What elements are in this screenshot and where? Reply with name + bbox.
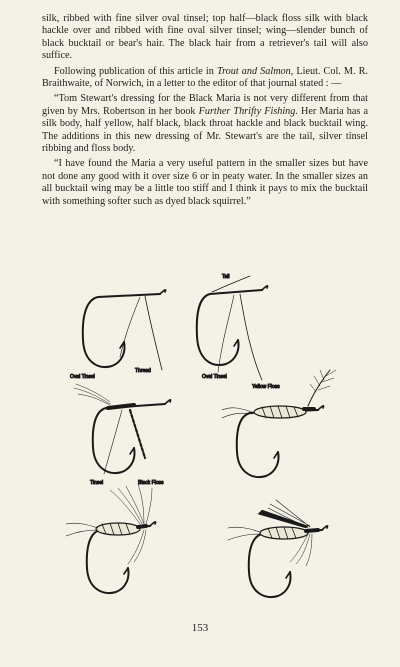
step-1-hook-drawing xyxy=(83,290,166,370)
fly-tying-illustration xyxy=(40,262,370,612)
label-tail: Tail xyxy=(222,274,230,280)
label-black-floss: Black Floss xyxy=(138,480,164,486)
label-yellow-floss: Yellow Floss xyxy=(252,384,280,390)
paragraph-3 xyxy=(42,93,368,155)
label-oval-tinsel-2: Oval Tinsel xyxy=(202,374,227,380)
label-oval-tinsel-1: Oval Tinsel xyxy=(70,374,95,380)
paragraph-4 xyxy=(42,158,368,208)
step-6-finished-fly-drawing xyxy=(228,500,328,597)
text-run: Following publication of this article in xyxy=(54,65,217,77)
text-run: “Tom Stewart's dressing for the Black Maria is not very different from that given by Mrs. Robertson in her book xyxy=(42,93,368,117)
italic-title: Trout and Salmon, xyxy=(216,65,294,77)
paragraph-2 xyxy=(42,66,368,91)
step-3-hook-drawing xyxy=(74,384,171,474)
text-run: Lieut. Col. M. R. Braithwaite, of Norwich, in a letter to the editor of that journal stated : — xyxy=(42,65,368,90)
paragraph-1 xyxy=(42,13,368,63)
body-text xyxy=(42,13,368,211)
fly-tying-steps-drawing xyxy=(40,262,370,612)
text-run: Her Maria has a silk body, half yellow, half black, black throat hackle and black bucktail wing. The additions in this new dressing of Mr. Stewart's are the tail, silver tinsel ribbing and floss body. xyxy=(42,105,368,155)
text-run: silk, ribbed with fine silver oval tinsel; top half—black floss silk with black hackle over and ribbed with fine oval silver tinsel; wing—slender bunch of black bucktail or bear's hair. The black hair from a retriever's tail will also suffice. xyxy=(42,13,368,62)
page-number: 153 xyxy=(191,622,209,634)
text-run: “I have found the Maria a very useful pattern in the smaller sizes but have not done any good with it over size 6 or in peaty water. In the smaller sizes an all bucktail wing may be a little too stiff and I think it pays to mix the bucktail with something softer such as dyed black squirrel.” xyxy=(42,158,368,207)
italic-title: Further Thrifty Fishing. xyxy=(198,105,298,117)
step-2-hook-drawing xyxy=(197,276,268,380)
label-thread: Thread xyxy=(135,368,151,374)
label-tinsel: Tinsel xyxy=(90,480,104,486)
step-5-hook-drawing xyxy=(66,484,156,593)
